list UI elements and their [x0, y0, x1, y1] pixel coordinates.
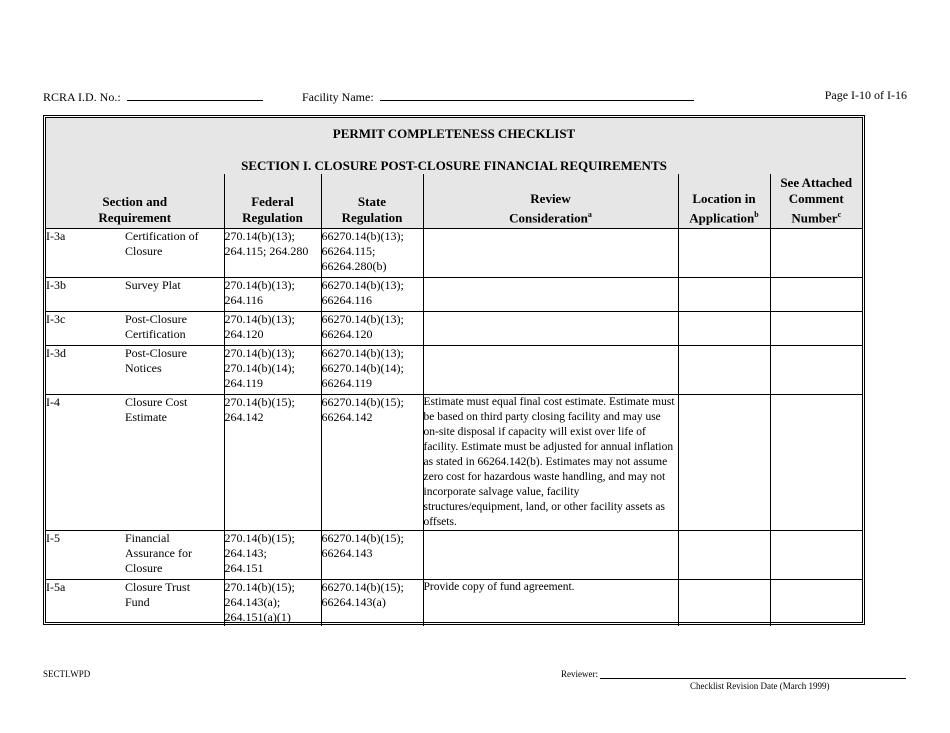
- table-row: [46, 312, 862, 346]
- federal-cell: 270.14(b)(15); 264.143; 264.151: [224, 531, 321, 580]
- rcra-id-label: RCRA I.D. No.:: [43, 90, 121, 104]
- review-cell: Provide copy of fund agreement.: [423, 580, 678, 626]
- row-requirement: Survey Plat: [125, 278, 181, 292]
- comment-cell[interactable]: [770, 346, 862, 395]
- state-cell: 66270.14(b)(15); 66264.142: [321, 395, 423, 531]
- location-cell[interactable]: [678, 531, 770, 580]
- checklist-frame: [43, 115, 865, 625]
- row-requirement: Closure Cost Estimate: [125, 395, 188, 424]
- review-cell: Estimate must equal final cost estimate. Estimate must be based on third party closing facility and may use on-site disposal if capacity will exist over life of facility. Estimate must be adjusted for annual inflation as stated in 66264.142(b). Estimates may not assume zero cost for hazardous waste handling, and may not incorporate salvage value, facility structures/equipment, land, or other facility assets as offsets.: [423, 395, 678, 531]
- federal-cell: 270.14(b)(13); 264.115; 264.280: [224, 229, 321, 278]
- review-cell: [423, 278, 678, 312]
- col-comment: See Attached Comment Number$^c$: [770, 174, 862, 229]
- federal-cell: 270.14(b)(13); 270.14(b)(14); 264.119: [224, 346, 321, 395]
- reviewer-blank: [600, 678, 906, 679]
- checklist-title: PERMIT COMPLETENESS CHECKLIST: [332, 126, 576, 141]
- table-row: [46, 580, 862, 626]
- col-state: State Regulation: [321, 174, 423, 229]
- state-cell: 66270.14(b)(13); 66270.14(b)(14); 66264.119: [321, 346, 423, 395]
- comment-cell[interactable]: [770, 395, 862, 531]
- rcra-id-blank: [127, 88, 263, 101]
- checklist-banner: [46, 118, 862, 175]
- section-cell: [46, 580, 224, 626]
- row-id: I-3d: [46, 346, 66, 360]
- location-cell[interactable]: [678, 395, 770, 531]
- state-cell: 66270.14(b)(13); 66264.116: [321, 278, 423, 312]
- requirements-table: [46, 174, 862, 626]
- state-cell: 66270.14(b)(13); 66264.120: [321, 312, 423, 346]
- row-requirement: Certification of Closure: [125, 229, 199, 258]
- facility-name-field: [302, 88, 694, 105]
- comment-cell[interactable]: [770, 278, 862, 312]
- state-cell: 66270.14(b)(15); 66264.143(a): [321, 580, 423, 626]
- federal-cell: 270.14(b)(13); 264.116: [224, 278, 321, 312]
- federal-cell: 270.14(b)(15); 264.143(a); 264.151(a)(1): [224, 580, 321, 626]
- comment-cell[interactable]: [770, 531, 862, 580]
- location-cell[interactable]: [678, 580, 770, 626]
- row-requirement: Financial Assurance for Closure: [125, 531, 192, 575]
- review-cell: [423, 229, 678, 278]
- revision-date: Checklist Revision Date (March 1999): [690, 681, 830, 691]
- location-cell[interactable]: [678, 312, 770, 346]
- row-requirement: Post-Closure Notices: [125, 346, 188, 375]
- location-cell[interactable]: [678, 229, 770, 278]
- table-row: [46, 229, 862, 278]
- location-cell[interactable]: [678, 278, 770, 312]
- section-cell: [46, 229, 224, 278]
- row-requirement: Post-Closure Certification: [125, 312, 188, 341]
- section-cell: [46, 312, 224, 346]
- col-federal: Federal Regulation: [224, 174, 321, 229]
- row-id: I-3c: [46, 312, 66, 326]
- facility-name-label: Facility Name:: [302, 90, 374, 104]
- state-cell: 66270.14(b)(15); 66264.143: [321, 531, 423, 580]
- col-section: Section and Requirement: [46, 174, 224, 229]
- table-row: [46, 531, 862, 580]
- review-cell: [423, 312, 678, 346]
- comment-cell[interactable]: [770, 580, 862, 626]
- page-number: Page I-10 of I-16: [824, 88, 907, 102]
- rcra-id-field: [43, 88, 263, 105]
- section-title: SECTION I. CLOSURE POST-CLOSURE FINANCIAL REQUIREMENTS: [241, 158, 667, 173]
- section-cell: [46, 395, 224, 531]
- table-row: [46, 395, 862, 531]
- section-cell: [46, 346, 224, 395]
- reviewer-label: Reviewer:: [561, 669, 598, 679]
- state-cell: 66270.14(b)(13); 66264.115; 66264.280(b): [321, 229, 423, 278]
- comment-cell[interactable]: [770, 312, 862, 346]
- file-name: SECTI.WPD: [43, 669, 91, 679]
- table-header-row: [46, 174, 862, 229]
- table-row: [46, 278, 862, 312]
- reviewer-field: [561, 669, 598, 679]
- section-cell: [46, 531, 224, 580]
- federal-cell: 270.14(b)(13); 264.120: [224, 312, 321, 346]
- facility-name-blank: [380, 88, 694, 101]
- comment-cell[interactable]: [770, 229, 862, 278]
- row-id: I-5: [46, 531, 60, 545]
- row-requirement: Closure Trust Fund: [125, 580, 191, 609]
- location-cell[interactable]: [678, 346, 770, 395]
- row-id: I-3b: [46, 278, 66, 292]
- review-cell: [423, 346, 678, 395]
- row-id: I-3a: [46, 229, 66, 243]
- col-location: Location in Application$^b$: [678, 174, 770, 229]
- table-row: [46, 346, 862, 395]
- review-cell: [423, 531, 678, 580]
- section-cell: [46, 278, 224, 312]
- row-id: I-4: [46, 395, 60, 409]
- federal-cell: 270.14(b)(15); 264.142: [224, 395, 321, 531]
- col-review: Review Consideration$^a$: [423, 174, 678, 229]
- row-id: I-5a: [46, 580, 66, 594]
